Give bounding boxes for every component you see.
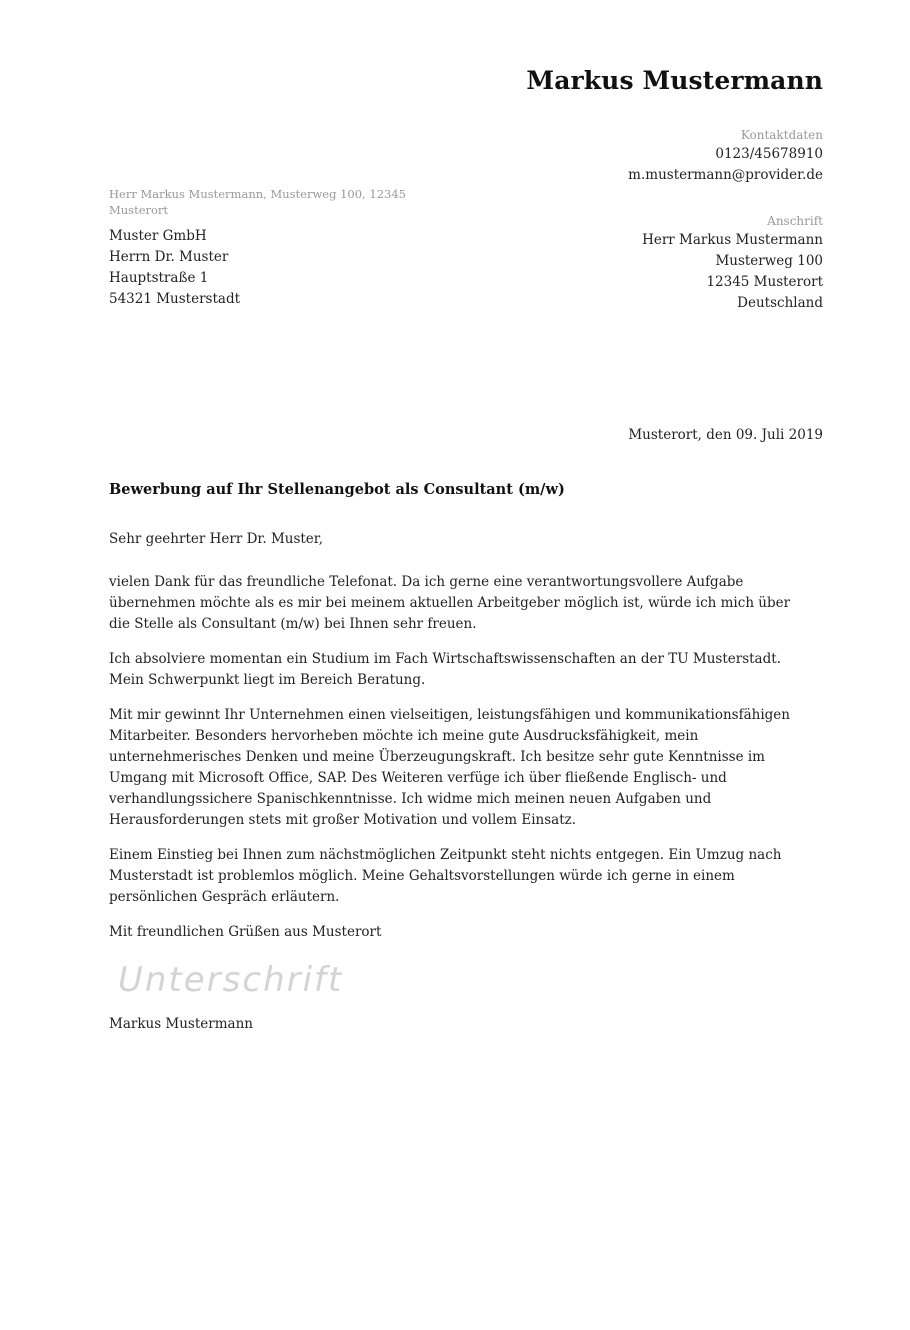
body-paragraph: Ich absolviere momentan ein Studium im Fach Wirtschaftswissenschaften an der TU Musterstadt. Mein Schwerpunkt liegt im Bereich Beratung.	[109, 651, 781, 688]
body-paragraph: Mit mir gewinnt Ihr Unternehmen einen vielseitigen, leistungsfähigen und kommunikationsfähigen Mitarbeiter. Besonders hervorheben möchte ich meine gute Ausdrucksfähigkeit, mein unternehmerisches Denken und meine Überzeugungskraft. Ich besitze sehr gute Kenntnisse im Umgang mit Microsoft Office, SAP. Des Weiteren verfüge ich über fließende Englisch- und verhandlungssichere Spanischkenntnisse. Ich widme mich meinen neuen Aufgaben und Herausforderungen stets mit großer Motivation und vollem Einsatz.	[109, 707, 790, 828]
contact-label: Kontaktdaten	[740, 128, 823, 142]
signature-placeholder: Unterschrift	[118, 960, 344, 1000]
letter-date: Musterort, den 09. Juli 2019	[628, 427, 823, 443]
contact-email: m.mustermann@provider.de	[628, 167, 823, 183]
address-line: Herr Markus Mustermann	[642, 232, 823, 248]
letter-subject: Bewerbung auf Ihr Stellenangebot als Consultant (m/w)	[109, 481, 565, 498]
recipient-block	[109, 226, 240, 310]
signer-name: Markus Mustermann	[109, 1016, 253, 1032]
closing: Mit freundlichen Grüßen aus Musterort	[109, 924, 382, 940]
salutation: Sehr geehrter Herr Dr. Muster,	[109, 531, 324, 547]
address-block	[642, 213, 823, 314]
recipient-line: Herrn Dr. Muster	[109, 249, 229, 265]
body-paragraph: vielen Dank für das freundliche Telefonat. Da ich gerne eine verantwortungsvollere Aufgabe übernehmen möchte als es mir bei meinem aktuellen Arbeitgeber möglich ist, würde ich mich über die Stelle als Consultant (m/w) bei Ihnen sehr freuen.	[109, 574, 791, 632]
applicant-name: Markus Mustermann	[526, 66, 823, 95]
body-paragraph: Einem Einstieg bei Ihnen zum nächstmöglichen Zeitpunkt steht nichts entgegen. Ein Umzug nach Musterstadt ist problemlos möglich. Meine Gehaltsvorstellungen würde ich gerne in einem persönlichen Gespräch erläutern.	[109, 847, 782, 905]
recipient-line: Muster GmbH	[109, 228, 207, 244]
address-line: Musterweg 100	[715, 253, 823, 269]
address-label: Anschrift	[767, 214, 823, 228]
recipient-line: 54321 Musterstadt	[109, 291, 241, 307]
sender-return-address: Herr Markus Mustermann, Musterweg 100, 12345 Musterort	[109, 187, 406, 217]
address-line: 12345 Musterort	[706, 274, 823, 290]
recipient-line: Hauptstraße 1	[109, 270, 209, 286]
letter-body	[109, 572, 814, 957]
contact-phone: 0123/45678910	[715, 146, 823, 162]
contact-block	[628, 127, 823, 186]
address-line: Deutschland	[737, 295, 823, 311]
